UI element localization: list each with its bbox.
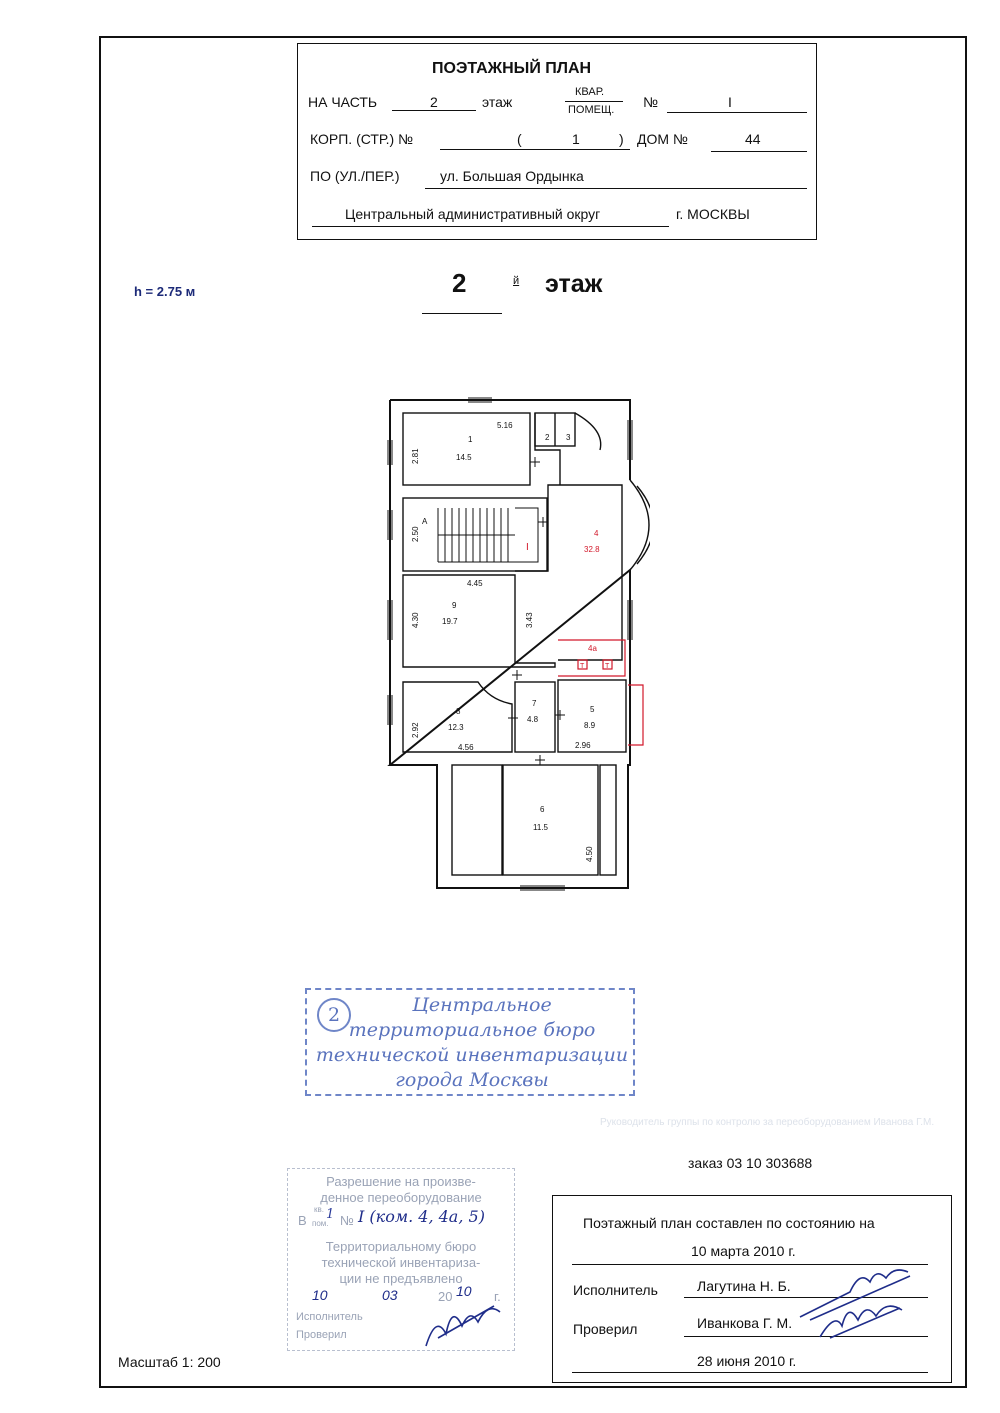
perm-line-1: Разрешение на произве- bbox=[326, 1174, 476, 1189]
t-mark-1: Т bbox=[580, 663, 585, 670]
part-label: НА ЧАСТЬ bbox=[308, 94, 378, 110]
perm-date-year: 10 bbox=[456, 1283, 472, 1299]
part-value: 2 bbox=[430, 94, 438, 110]
perm-num-sign: № bbox=[340, 1213, 354, 1228]
executor-label: Исполнитель bbox=[573, 1282, 658, 1298]
signatures bbox=[790, 1262, 930, 1342]
stamp-line-4: города Москвы bbox=[395, 1069, 549, 1091]
district-name: Центральный административный округ bbox=[345, 206, 601, 222]
perm-fraction: 1 bbox=[326, 1207, 335, 1222]
dim-4-50: 4.50 bbox=[585, 846, 594, 862]
document-title: ПОЭТАЖНЫЙ ПЛАН bbox=[432, 60, 592, 77]
room-1-id: 1 bbox=[468, 435, 473, 444]
checker-label: Проверил bbox=[573, 1321, 638, 1337]
dim-2-50: 2.50 bbox=[411, 526, 420, 542]
dim-5-16: 5.16 bbox=[497, 421, 513, 430]
room-9-area: 19.7 bbox=[442, 617, 458, 626]
perm-v-label: В bbox=[298, 1213, 307, 1228]
t-mark-2: Т bbox=[605, 663, 610, 670]
stamp-line-2: территориальное бюро bbox=[348, 1019, 596, 1041]
dim-2-81: 2.81 bbox=[411, 448, 420, 464]
stamp-line-3: технической инвентаризации bbox=[315, 1044, 629, 1066]
perm-proveril: Проверил bbox=[296, 1329, 347, 1341]
street-value: ул. Большая Ордынка bbox=[440, 168, 584, 184]
stamp-circle-number: 2 bbox=[317, 998, 351, 1032]
floor-word-title: этаж bbox=[545, 270, 603, 298]
perm-line-2: денное переоборудование bbox=[320, 1190, 482, 1205]
dim-4-45: 4.45 bbox=[467, 579, 483, 588]
permission-stamp bbox=[287, 1168, 515, 1351]
city-name: г. МОСКВЫ bbox=[676, 206, 750, 222]
room-7-area: 4.8 bbox=[527, 715, 539, 724]
korp-label: КОРП. (СТР.) № bbox=[310, 131, 414, 147]
info-date2: 28 июня 2010 г. bbox=[697, 1353, 797, 1369]
house-value: 44 bbox=[745, 131, 761, 147]
dim-2-96: 2.96 bbox=[575, 741, 591, 750]
executor-name: Лагутина Н. Б. bbox=[697, 1278, 791, 1294]
height-note: h = 2.75 м bbox=[134, 284, 196, 299]
room-8-area: 12.3 bbox=[448, 723, 464, 732]
room-4a-id: 4а bbox=[588, 644, 597, 653]
perm-line-5: ции не предъявлено bbox=[339, 1271, 463, 1286]
perm-date-year-prefix: 20 bbox=[438, 1289, 453, 1304]
perm-handwritten: I (ком. 4, 4а, 5) bbox=[358, 1207, 485, 1226]
room-5-area: 8.9 bbox=[584, 721, 596, 730]
room-9-id: 9 bbox=[452, 601, 457, 610]
order-number: заказ 03 10 303688 bbox=[688, 1155, 813, 1171]
room-2-id: 2 bbox=[545, 433, 550, 442]
room-4-id: 4 bbox=[594, 529, 599, 538]
floor-word: этаж bbox=[482, 94, 513, 110]
perm-date-day: 10 bbox=[312, 1287, 328, 1303]
perm-ispolnitel: Исполнитель bbox=[296, 1311, 363, 1323]
number-label: № bbox=[643, 94, 659, 110]
paren-open: ( bbox=[517, 131, 522, 147]
street-label: ПО (УЛ./ПЕР.) bbox=[310, 168, 400, 184]
room-1-area: 14.5 bbox=[456, 453, 472, 462]
room-4-area: 32.8 bbox=[584, 545, 600, 554]
dim-4-30: 4.30 bbox=[411, 612, 420, 628]
pomesh-label: ПОМЕЩ. bbox=[568, 104, 615, 116]
room-6-area: 11.5 bbox=[533, 823, 548, 832]
perm-date-suffix: г. bbox=[494, 1289, 501, 1304]
dim-2-92: 2.92 bbox=[411, 722, 420, 738]
apartment-mark: I bbox=[526, 542, 529, 553]
stair-label: А bbox=[422, 517, 428, 526]
perm-pom-label: пом. bbox=[312, 1219, 329, 1228]
info-line1: Поэтажный план составлен по состоянию на bbox=[583, 1215, 875, 1231]
floor-number: 2 bbox=[452, 268, 467, 298]
perm-kv-label: кв. bbox=[314, 1205, 324, 1214]
dim-4-56: 4.56 bbox=[458, 743, 474, 752]
floor-suffix: й bbox=[513, 275, 520, 287]
dim-3-43: 3.43 bbox=[525, 612, 534, 628]
perm-date-month: 03 bbox=[382, 1287, 398, 1303]
korp-value: 1 bbox=[572, 131, 580, 147]
faint-watermark-text: Руководитель группы по контролю за переоборудованием Иванова Г.М. bbox=[600, 1117, 935, 1128]
kvar-label: КВАР. bbox=[575, 86, 605, 98]
room-5-id: 5 bbox=[590, 705, 595, 714]
room-6-id: 6 bbox=[540, 805, 545, 814]
room-7-id: 7 bbox=[532, 699, 537, 708]
perm-signature bbox=[418, 1294, 508, 1352]
perm-line-3: Территориальному бюро bbox=[325, 1239, 477, 1254]
floor-plan bbox=[385, 395, 650, 895]
bti-stamp bbox=[305, 988, 635, 1096]
info-date1: 10 марта 2010 г. bbox=[691, 1243, 796, 1259]
stamp-line-1: Центральное bbox=[412, 994, 552, 1016]
paren-close: ) bbox=[619, 131, 624, 147]
checker-name: Иванкова Г. М. bbox=[697, 1315, 793, 1331]
scale-label: Масштаб 1: 200 bbox=[118, 1354, 221, 1370]
room-8-id: 8 bbox=[456, 707, 461, 716]
number-value: I bbox=[728, 94, 732, 110]
house-label: ДОМ № bbox=[637, 131, 688, 147]
perm-line-4: технической инвентариза- bbox=[321, 1255, 481, 1270]
room-3-id: 3 bbox=[566, 433, 571, 442]
